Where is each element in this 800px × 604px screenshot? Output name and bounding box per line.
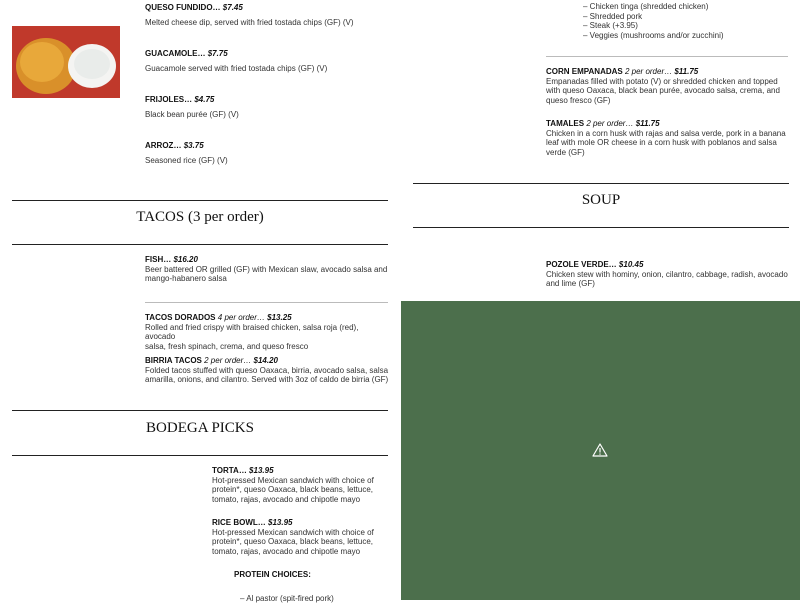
item-price: $3.75 <box>183 141 204 150</box>
item-name: CORN EMPANADAS <box>546 67 623 76</box>
item-description: Folded tacos stuffed with queso Oaxaca, birria, avocado salsa, salsa <box>145 365 389 375</box>
item-name: GUACAMOLE… <box>145 49 206 58</box>
protein-choice-item: – Al pastor (spit-fired pork) <box>240 594 334 603</box>
section-title-soup: SOUP <box>581 192 621 208</box>
filling-list <box>583 2 793 40</box>
divider <box>12 244 388 245</box>
filling-item: – Chicken tinga (shredded chicken) <box>583 2 709 11</box>
item-description: mango-habanero salsa <box>145 274 227 283</box>
menu-item-torta <box>212 466 387 504</box>
item-description: Seasoned rice (GF) (V) <box>145 155 228 165</box>
menu-item-frijoles <box>145 95 395 119</box>
item-price: $7.45 <box>222 3 243 12</box>
item-price: $10.45 <box>618 260 644 269</box>
item-note: 2 per order… <box>204 356 252 365</box>
section-title-bodega-picks: BODEGA PICKS <box>146 420 254 436</box>
item-description: protein*, queso Oaxaca, black beans, lettuce, <box>212 537 373 546</box>
item-description: Guacamole served with fried tostada chips (GF) (V) <box>145 63 328 73</box>
filling-item: – Steak (+3.95) <box>583 21 638 30</box>
item-description: Rolled and fried crispy with braised chicken, salsa roja (red), avocado <box>145 322 359 341</box>
item-description: with queso Oaxaca, black bean purée, avocado salsa, crema, and <box>546 86 780 95</box>
item-price: $13.25 <box>267 313 292 322</box>
item-price: $7.75 <box>207 49 228 58</box>
item-description: verde (GF) <box>546 147 585 157</box>
item-description: Melted cheese dip, served with fried tostada chips (GF) (V) <box>145 17 354 27</box>
section-title-tacos: TACOS (3 per order) <box>136 209 264 225</box>
item-description: Hot-pressed Mexican sandwich with choice of <box>212 527 374 537</box>
item-name: QUESO FUNDIDO… <box>145 3 221 12</box>
filling-item: – Shredded pork <box>583 11 643 21</box>
item-name: TAMALES <box>546 119 585 128</box>
item-name: BIRRIA TACOS <box>145 356 202 365</box>
item-name: POZOLE VERDE… <box>546 260 617 269</box>
menu-item-queso <box>145 3 395 27</box>
divider <box>145 302 388 303</box>
item-price: $16.20 <box>173 255 198 264</box>
item-name: TACOS DORADOS <box>145 313 216 322</box>
divider <box>12 455 388 456</box>
item-description: Empanadas filled with potato (V) or shredded chicken and topped <box>546 76 778 86</box>
food-photo <box>12 26 120 98</box>
item-note: 2 per order… <box>586 119 634 128</box>
item-name: ARROZ… <box>145 141 182 150</box>
item-price: $13.95 <box>249 466 274 475</box>
item-price: $14.20 <box>253 356 278 365</box>
menu-item-rice-bowl <box>212 518 387 556</box>
menu-item-arroz <box>145 141 395 165</box>
item-description: Black bean purée (GF) (V) <box>145 109 239 119</box>
item-description: leaf with mole OR cheese in a corn husk with poblanos and salsa <box>546 138 777 147</box>
item-description: and lime (GF) <box>546 279 595 288</box>
protein-choices-label: PROTEIN CHOICES: <box>234 570 311 579</box>
item-description: protein*, queso Oaxaca, black beans, lettuce, <box>212 485 373 494</box>
item-description: tomato, rajas, avocado and chipotle mayo <box>212 546 361 556</box>
item-name: FISH… <box>145 255 172 264</box>
item-description: queso fresco (GF) <box>546 95 611 105</box>
item-name: TORTA… <box>212 466 247 475</box>
menu-item-pozole-verde <box>546 260 791 289</box>
item-price: $11.75 <box>635 119 660 128</box>
menu-item-corn-empanadas <box>546 67 791 105</box>
item-description: Hot-pressed Mexican sandwich with choice of <box>212 475 374 485</box>
item-name: FRIJOLES… <box>145 95 193 104</box>
item-description: amarilla, onions, and cilantro. Served with 3oz of caldo de birria (GF) <box>145 375 389 384</box>
item-description: salsa, fresh spinach, crema, and queso fresco <box>145 341 309 351</box>
menu-item-birria-tacos <box>145 356 390 385</box>
item-name: RICE BOWL… <box>212 518 266 527</box>
menu-item-fish <box>145 255 390 284</box>
item-description: Beer battered OR grilled (GF) with Mexican slaw, avocado salsa and <box>145 264 388 274</box>
item-note: 4 per order… <box>217 313 265 322</box>
filling-item: – Veggies (mushrooms and/or zucchini) <box>583 30 724 40</box>
item-price: $11.75 <box>674 67 699 76</box>
menu-item-tamales <box>546 119 791 157</box>
item-description: Chicken in a corn husk with rajas and salsa verde, pork in a banana <box>546 128 786 138</box>
divider <box>12 410 388 411</box>
divider <box>546 56 788 57</box>
item-price: $4.75 <box>194 95 215 104</box>
item-description: tomato, rajas, avocado and chipotle mayo <box>212 494 361 504</box>
warning-icon <box>592 443 608 457</box>
divider <box>413 183 789 184</box>
divider <box>413 227 789 228</box>
item-description: Chicken stew with hominy, onion, cilantro, cabbage, radish, avocado <box>546 269 788 279</box>
menu-item-tacos-dorados <box>145 313 390 351</box>
menu-item-guacamole <box>145 49 395 73</box>
item-note: 2 per order… <box>624 67 673 76</box>
item-price: $13.95 <box>268 518 293 527</box>
divider <box>12 200 388 201</box>
